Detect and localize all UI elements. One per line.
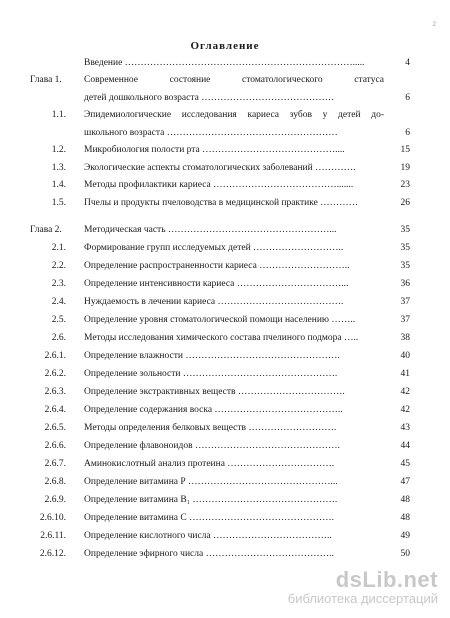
toc-entry-page: 6: [405, 93, 410, 103]
toc-entry: [0, 349, 450, 363]
toc-entry-page: 26: [400, 198, 410, 208]
toc-entry-text: Определение распространенности кариеса ………………………..: [84, 261, 350, 271]
toc-entry-continuation: [0, 91, 450, 105]
toc-entry-text: Методическая часть ……………………………………………...: [84, 225, 337, 235]
toc-entry-page: 35: [400, 225, 410, 235]
toc-entry-page: 42: [400, 387, 410, 397]
toc-entry-page: 48: [400, 495, 410, 505]
toc-entry-number: 1.2.: [51, 145, 66, 155]
toc-entry: [0, 439, 450, 453]
toc-entry-number: 2.6.: [51, 333, 66, 343]
toc-entry-page: 4: [405, 58, 410, 68]
toc-entry-page: 49: [400, 531, 410, 541]
toc-entry: [0, 367, 450, 381]
toc-entry-text: Аминокислотный анализ протеина …………………………….: [84, 459, 335, 469]
toc-entry-text-continued: школьного возраста ………………………………………………: [84, 128, 338, 138]
toc-entry-number: Глава 1.: [30, 75, 62, 85]
toc-entry-page: 40: [400, 351, 410, 361]
toc-entry: [0, 331, 450, 345]
toc-entry-page: 38: [400, 333, 410, 343]
toc-entry-number: 2.6.11.: [40, 531, 66, 541]
page-title: Оглавление: [190, 40, 260, 52]
toc-entry-number: 1.3.: [51, 163, 66, 173]
toc-entry-text: Современное состояние стоматологического статуса: [84, 75, 384, 85]
toc-entry-number: 2.6.2.: [44, 369, 66, 379]
toc-entry-text: Определение витамина В₁ ……………………………………….: [84, 495, 338, 505]
toc-entry-page: 42: [400, 405, 410, 415]
toc-entry-text: Микробиология полости рта ……………………………………....: [84, 145, 345, 155]
toc-entry-page: 45: [400, 459, 410, 469]
toc-entry-page: 44: [400, 441, 410, 451]
toc-entry-number: 2.6.3.: [44, 387, 66, 397]
toc-entry-text: Определение витамина Р ………………………………………...: [84, 477, 338, 487]
toc-entry-text: Определение влажности ………………………………………….: [84, 351, 340, 361]
toc-entry-number: Глава 2.: [30, 225, 62, 235]
toc-entry-number: 2.6.4.: [44, 405, 66, 415]
toc-entry-page: 48: [400, 513, 410, 523]
toc-entry-text: Эпидемиологические исследования кариеса зубов у детей до-: [84, 110, 384, 120]
toc-entry-page: 37: [400, 297, 410, 307]
toc-entry: [0, 161, 450, 175]
toc-entry-number: 1.4.: [51, 180, 66, 190]
toc-entry-text: Введение ……………………………………………………………….....: [84, 58, 365, 68]
toc-entry-number: 2.6.7.: [44, 459, 66, 469]
toc-entry: [0, 56, 450, 70]
toc-entry-page: 37: [400, 315, 410, 325]
page-marker: 2: [432, 22, 436, 28]
toc-entry-text: Определение кислотного числа ………………………………..: [84, 531, 332, 541]
toc-entry-text: Формирование групп исследуемых детей ………………………..: [84, 243, 344, 253]
toc-entry: [0, 295, 450, 309]
toc-entry-page: 23: [400, 180, 410, 190]
watermark-logo: dsLib.net: [335, 567, 438, 592]
toc-entry: [0, 277, 450, 291]
toc-entry-number: 2.1.: [51, 243, 66, 253]
toc-entry: [0, 385, 450, 399]
toc-entry-number: 2.4.: [51, 297, 66, 307]
toc-entry-text: Методы определения белковых веществ ……………………….: [84, 423, 337, 433]
toc-entry: [0, 241, 450, 255]
toc-entry: [0, 457, 450, 471]
toc-entry-number: 2.6.1.: [44, 351, 66, 361]
toc-entry: [0, 421, 450, 435]
toc-entry-number: 2.6.12.: [39, 549, 66, 559]
toc-entry: [0, 73, 450, 87]
toc-entry-text: Определение эфирного числа …………………………………..: [84, 549, 334, 559]
toc-entry-number: 2.6.6.: [44, 441, 66, 451]
toc-entry-page: 36: [400, 279, 410, 289]
toc-entry: [0, 143, 450, 157]
toc-entry: [0, 259, 450, 273]
toc-entry-text: Определение витамина С ……………………………………….: [84, 513, 334, 523]
toc-entry: [0, 403, 450, 417]
toc-entry-page: 19: [400, 163, 410, 173]
toc-entry: [0, 529, 450, 543]
toc-entry-continuation: [0, 126, 450, 140]
toc-entry-page: 50: [400, 549, 410, 559]
toc-entry-page: 41: [400, 369, 410, 379]
watermark-subtitle: библиотека диссертаций: [287, 591, 438, 606]
toc-entry: [0, 493, 450, 507]
toc-entry-number: 1.1.: [51, 110, 66, 120]
toc-entry-page: 43: [400, 423, 410, 433]
toc-entry-number: 2.6.8.: [44, 477, 66, 487]
toc-entry-number: 2.5.: [51, 315, 66, 325]
toc-entry-page: 47: [400, 477, 410, 487]
toc-entry-text: Определение зольности ………………………………………….: [84, 369, 338, 379]
toc-entry: [0, 196, 450, 210]
toc-entry-page: 6: [405, 128, 410, 138]
toc-entry: [0, 223, 450, 237]
toc-entry-text: Определение содержания воска …………………………………..: [84, 405, 343, 415]
toc-entry-text: Определение флавоноидов ……………………………………….: [84, 441, 340, 451]
toc-entry-number: 2.6.10.: [39, 513, 66, 523]
toc-entry: [0, 178, 450, 192]
toc-entry: [0, 511, 450, 525]
watermark: [288, 567, 438, 606]
toc-entry-page: 35: [400, 261, 410, 271]
toc-entry-text: Определение уровня стоматологической помощи населению ……..: [84, 315, 356, 325]
toc-entry: [0, 108, 450, 122]
toc-entry-text: Методы исследования химического состава пчелиного подмора …..: [84, 333, 359, 343]
toc-entry-text: Методы профилактики кариеса ………………………………….......: [84, 180, 354, 190]
toc-entry-text: Определение экстрактивных веществ …………………………….: [84, 387, 345, 397]
toc-entry: [0, 313, 450, 327]
toc-entry-text: Нуждаемость в лечении кариеса ………………………………….: [84, 297, 344, 307]
toc-entry-number: 2.2.: [51, 261, 66, 271]
toc-entry-text: Экологические аспекты стоматологических заболеваний ………….: [84, 163, 356, 173]
toc-entry: [0, 475, 450, 489]
toc-entry-number: 2.3.: [51, 279, 66, 289]
toc-entry-page: 35: [400, 243, 410, 253]
toc-entry-page: 15: [400, 145, 410, 155]
toc-entry-text: Определение интенсивности кариеса ……………………………...: [84, 279, 349, 289]
toc-entry-number: 2.6.9.: [44, 495, 66, 505]
toc-entry-text: Пчелы и продукты пчеловодства в медицинской практике …………: [84, 198, 359, 208]
toc-entry-number: 1.5.: [51, 198, 66, 208]
toc-entry-text-continued: детей дошкольного возраста ……………………………………: [84, 93, 335, 103]
toc-entry: [0, 547, 450, 561]
toc-entry-number: 2.6.5.: [44, 423, 66, 433]
